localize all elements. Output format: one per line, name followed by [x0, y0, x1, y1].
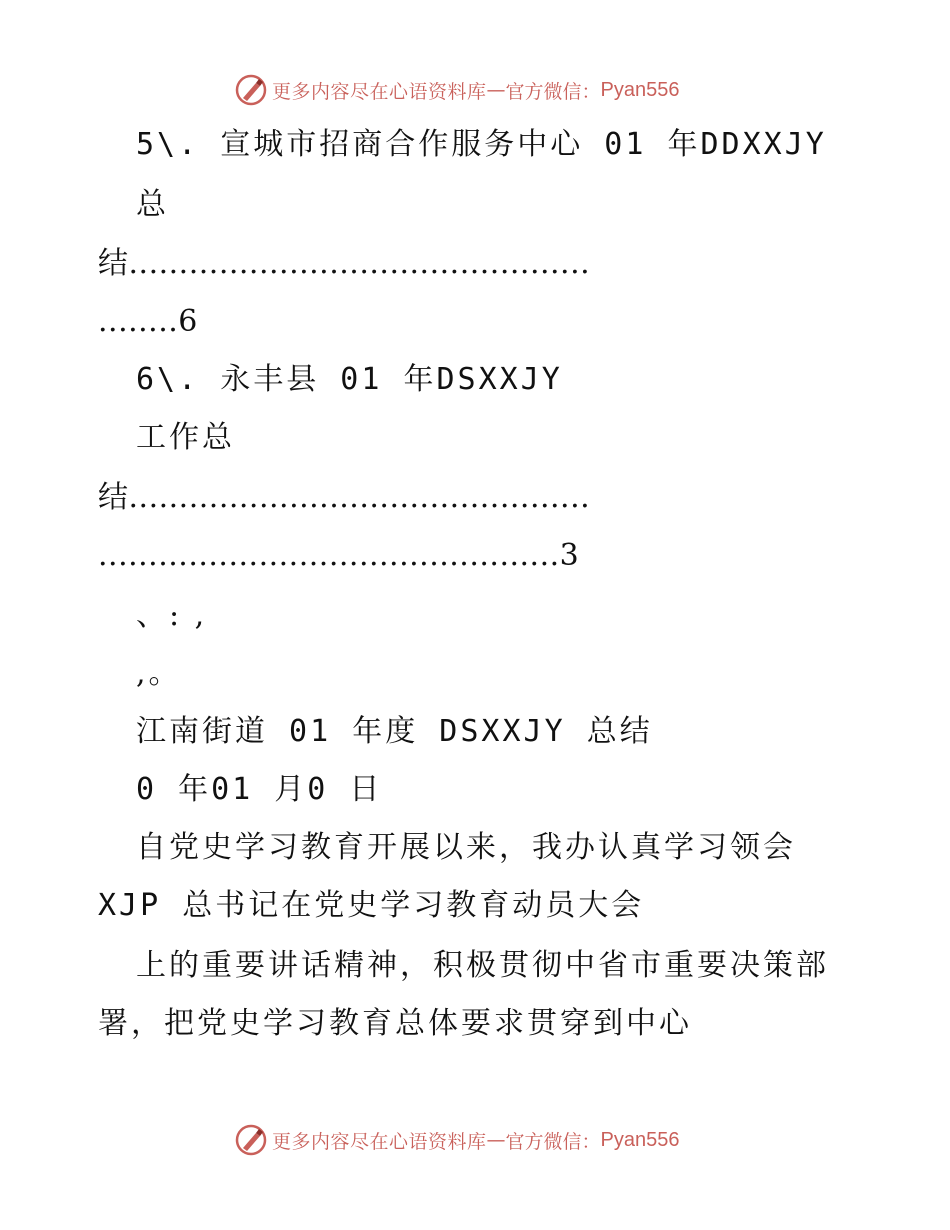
- banner-text: 更多内容尽在心语资料库: [272, 80, 487, 103]
- pen-logo-icon: [234, 1123, 268, 1157]
- banner-text: 更多内容尽在心语资料库: [272, 1130, 487, 1153]
- body-paragraph-line-4: 署，把党史学习教育总体要求贯穿到中心: [98, 1006, 692, 1041]
- body-paragraph-line-2: XJP 总书记在党史学习教育动员大会: [98, 888, 645, 923]
- punctuation-line-2: ,。: [136, 656, 182, 691]
- banner-wechat-id: Pyan556: [600, 78, 680, 101]
- toc-item-5-page: ........6: [98, 304, 198, 339]
- banner-separator: —: [486, 79, 506, 101]
- section-date: 0 年01 月0 日: [136, 772, 383, 807]
- banner-wechat-label: 官方微信：: [505, 80, 601, 103]
- punctuation-line-1: 、: ,: [136, 598, 208, 633]
- toc-item-6-title: 6\. 永丰县 01 年DSXXJY: [136, 362, 563, 397]
- body-paragraph-line-1: 自党史学习教育开展以来，我办认真学习领会: [136, 830, 796, 865]
- footer-watermark-banner: [234, 1122, 680, 1158]
- toc-item-6-page: ..............................................3: [98, 538, 580, 573]
- section-title: 江南街道 01 年度 DSXXJY 总结: [136, 714, 653, 749]
- body-paragraph-line-3: 上的重要讲话精神，积极贯彻中省市重要决策部: [136, 948, 829, 983]
- banner-wechat-label: 官方微信：: [505, 1130, 601, 1153]
- toc-item-6-leader: 结..............................................: [98, 480, 591, 515]
- toc-item-5-title: 5\. 宣城市招商合作服务中心 01 年DDXXJY: [136, 127, 827, 162]
- banner-wechat-id: Pyan556: [600, 1128, 680, 1151]
- header-watermark-banner: [234, 72, 680, 108]
- toc-item-5-title-cont: 总: [136, 187, 169, 222]
- toc-item-5-leader: 结..............................................: [98, 246, 591, 281]
- toc-item-6-title-cont: 工作总: [136, 420, 235, 455]
- banner-separator: —: [486, 1129, 506, 1151]
- pen-logo-icon: [234, 73, 268, 107]
